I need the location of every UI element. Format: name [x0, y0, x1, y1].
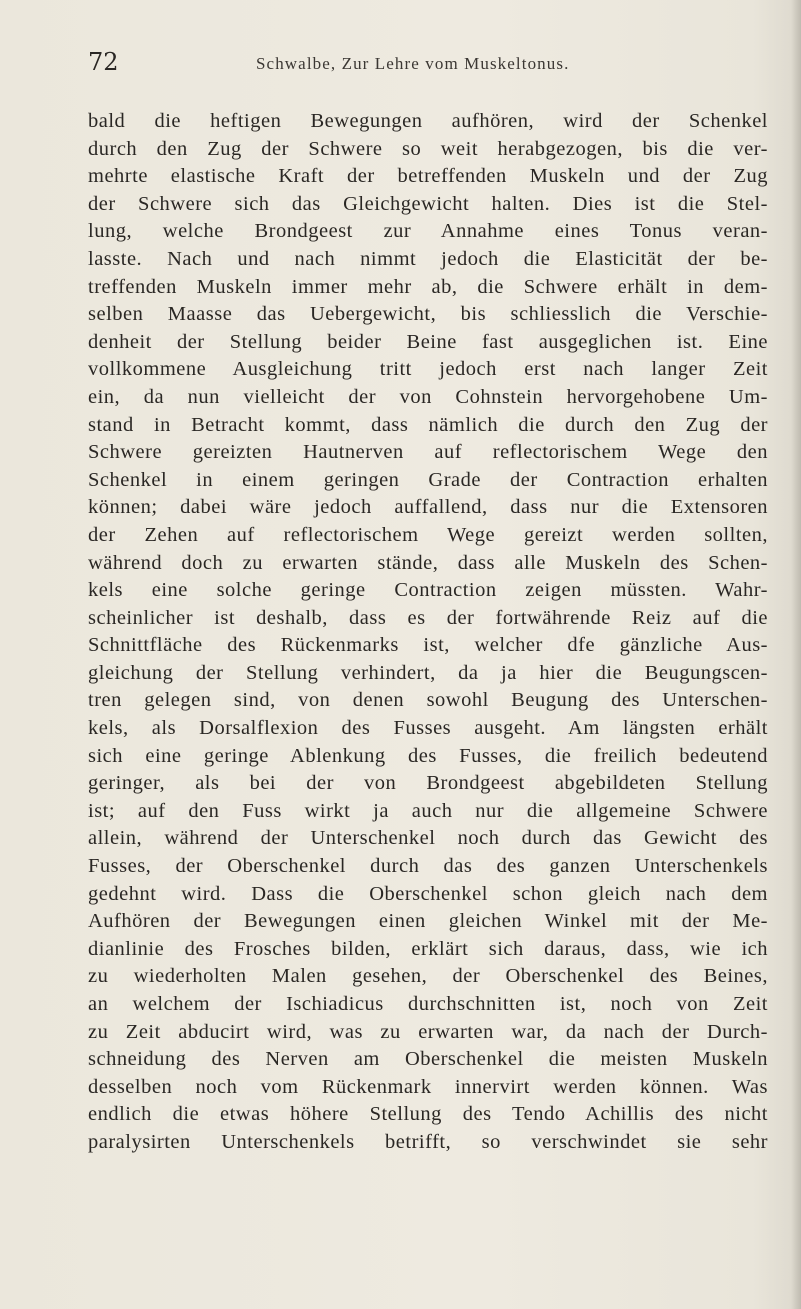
page-number: 72 [88, 48, 119, 76]
text-line: zu Zeit abducirt wird, was zu erwarten war, da nach der Durch- [88, 1020, 768, 1043]
text-line: durch den Zug der Schwere so weit herabgezogen, bis die ver- [88, 137, 768, 160]
page-edge-shadow [791, 0, 801, 1309]
text-line: lung, welche Brondgeest zur Annahme eines Tonus veran- [88, 220, 768, 243]
text-line: tren gelegen sind, von denen sowohl Beugung des Unterschen- [88, 689, 768, 712]
text-line: der Zehen auf reflectorischem Wege gereizt werden sollten, [88, 523, 768, 546]
text-line: schneidung des Nerven am Oberschenkel die meisten Muskeln [88, 1048, 768, 1071]
text-line: denheit der Stellung beider Beine fast ausgeglichen ist. Eine [88, 330, 768, 353]
text-line: endlich die etwas höhere Stellung des Tendo Achillis des nicht [88, 1103, 768, 1126]
text-line: lasste. Nach und nach nimmt jedoch die Elasticität der be- [88, 247, 768, 270]
text-line: scheinlicher ist deshalb, dass es der fortwährende Reiz auf die [88, 606, 768, 629]
text-line: dianlinie des Frosches bilden, erklärt sich daraus, dass, wie ich [88, 937, 768, 960]
text-line: der Schwere sich das Gleichgewicht halten. Dies ist die Stel- [88, 192, 768, 215]
text-line: ist; auf den Fuss wirkt ja auch nur die allgemeine Schwere [88, 799, 768, 822]
text-line: ein, da nun vielleicht der von Cohnstein hervorgehobene Um- [88, 385, 768, 408]
page-header [88, 48, 748, 78]
text-line: mehrte elastische Kraft der betreffenden Muskeln und der Zug [88, 165, 768, 188]
text-line: desselben noch vom Rückenmark innervirt werden können. Was [88, 1075, 768, 1098]
running-head: Schwalbe, Zur Lehre vom Muskeltonus. [256, 54, 570, 73]
text-line: stand in Betracht kommt, dass nämlich die durch den Zug der [88, 413, 768, 436]
text-line: gedehnt wird. Dass die Oberschenkel schon gleich nach dem [88, 882, 768, 905]
text-line: kels eine solche geringe Contraction zeigen müssten. Wahr- [88, 579, 768, 602]
text-line: Fusses, der Oberschenkel durch das des ganzen Unterschenkels [88, 855, 768, 878]
text-line: geringer, als bei der von Brondgeest abgebildeten Stellung [88, 772, 768, 795]
text-line: Aufhören der Bewegungen einen gleichen Winkel mit der Me- [88, 910, 768, 933]
text-line: sich eine geringe Ablenkung des Fusses, die freilich bedeutend [88, 744, 768, 767]
body-paragraph [88, 108, 768, 1157]
text-line: vollkommene Ausgleichung tritt jedoch erst nach langer Zeit [88, 358, 768, 381]
text-line: bald die heftigen Bewegungen aufhören, wird der Schenkel [88, 110, 768, 132]
text-line: paralysirten Unterschenkels betrifft, so verschwindet sie sehr [88, 1130, 768, 1153]
text-line: Schwere gereizten Hautnerven auf reflectorischem Wege den [88, 441, 768, 464]
text-line: kels, als Dorsalflexion des Fusses ausgeht. Am längsten erhält [88, 717, 768, 740]
text-line: an welchem der Ischiadicus durchschnitten ist, noch von Zeit [88, 993, 768, 1015]
text-line: zu wiederholten Malen gesehen, der Oberschenkel des Beines, [88, 965, 768, 988]
text-line: Schenkel in einem geringen Grade der Contraction erhalten [88, 468, 768, 491]
text-line: gleichung der Stellung verhindert, da ja hier die Beugungscen- [88, 661, 768, 684]
text-line: treffenden Muskeln immer mehr ab, die Schwere erhält in dem- [88, 275, 768, 298]
text-line: während doch zu erwarten stände, dass alle Muskeln des Schen- [88, 551, 768, 574]
text-line: können; dabei wäre jedoch auffallend, dass nur die Extensoren [88, 496, 768, 519]
text-line: Schnittfläche des Rückenmarks ist, welcher dfe gänzliche Aus- [88, 634, 768, 657]
text-line: selben Maasse das Uebergewicht, bis schliesslich die Verschie- [88, 303, 768, 326]
text-line: allein, während der Unterschenkel noch durch das Gewicht des [88, 827, 768, 850]
